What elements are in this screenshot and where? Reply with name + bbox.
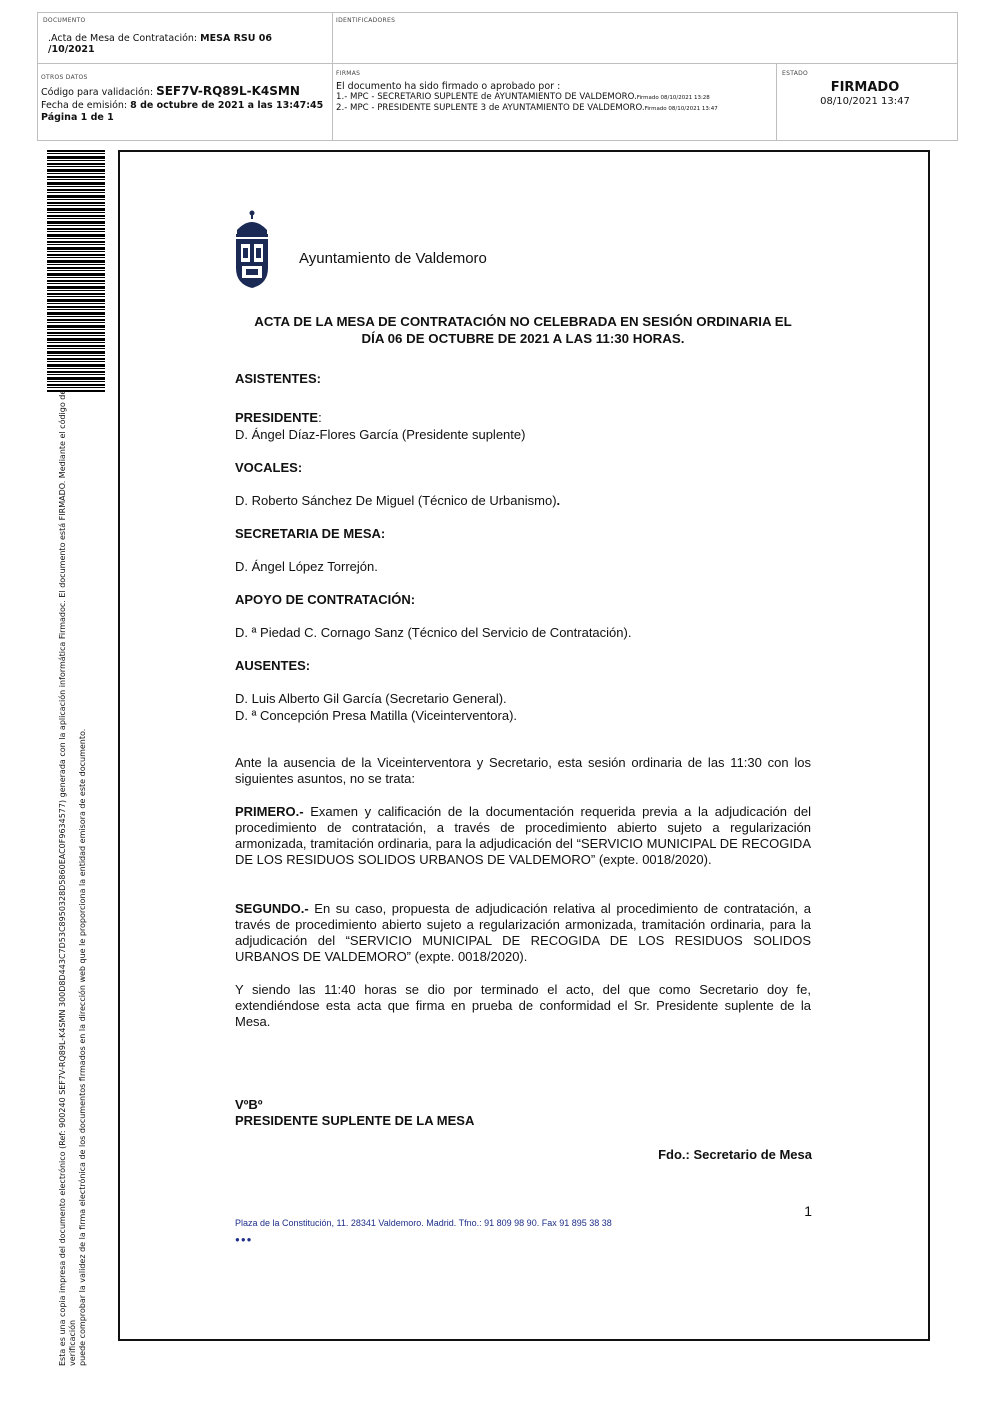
presidente-heading: PRESIDENTE <box>235 410 319 425</box>
vocales-period: . <box>556 493 561 508</box>
estado-label: ESTADO <box>782 70 809 77</box>
documento-label: DOCUMENTO <box>43 17 86 24</box>
side-text-line2: puede comprobar la validez de la firma electrónica de los documentos firmados en la dirección web que le proporciona la entidad emisora de este documento. <box>78 728 87 1366</box>
secretaria-heading: SECRETARIA DE MESA: <box>235 526 386 541</box>
secretaria-name: D. Ángel López Torrejón. <box>235 559 378 574</box>
vocales-heading: VOCALES: <box>235 460 303 475</box>
segundo-text: En su caso, propuesta de adjudicación relativa al procedimiento de contratación, a través de procedimiento abierto sujeto a regularización armonizada, tramitación ordinaria, para la adjudicación del “SERVICIO MUNICIPAL DE RECOGIDA DE LOS RESIDUOS SOLIDOS URBANOS DE VALDEMORO” (expte. 0018/2020). <box>235 901 811 964</box>
otros-datos-label: OTROS DATOS <box>41 74 88 81</box>
pagina: Página 1 de 1 <box>41 112 114 123</box>
documento-text-prefix: .Acta de Mesa de Contratación: <box>48 33 201 44</box>
firma-2-text: 2.- MPC - PRESIDENTE SUPLENTE 3 de AYUNTAMIENTO DE VALDEMORO. <box>336 103 645 113</box>
apoyo-heading: APOYO DE CONTRATACIÓN: <box>235 592 416 607</box>
asistentes-heading: ASISTENTES: <box>235 371 321 386</box>
identificadores-box <box>332 12 958 64</box>
documento-box <box>37 12 333 64</box>
side-text-line1: Esta es una copia impresa del documento electrónico (Ref: 900240 SEF7V-RQ89L-K4SMN 300D8D443C7D53C8950328D5860EAC0F9634577) generada con la aplicación informática Firmadoc. El documento está FIRMADO. Mediante el código de verificación <box>58 389 77 1366</box>
firma-1-date: Firmado 08/10/2021 13:28 <box>636 95 710 101</box>
firma-2 <box>336 103 718 115</box>
page-number: 1 <box>804 1203 812 1219</box>
logo-text: Ayuntamiento de Valdemoro <box>299 250 487 267</box>
codigo-value: SEF7V-RQ89L-K4SMN <box>156 84 300 98</box>
firmas-intro: El documento ha sido firmado o aprobado por : <box>336 81 561 92</box>
primero-paragraph <box>235 804 811 868</box>
documento-text-line2: /10/2021 <box>48 44 95 55</box>
footer-dots: ●●● <box>235 1235 253 1244</box>
presidente-line <box>235 410 322 425</box>
estado-date: 08/10/2021 13:47 <box>820 96 910 107</box>
vocales-name: D. Roberto Sánchez De Miguel (Técnico de Urbanismo) <box>235 493 557 508</box>
fecha-line <box>41 100 323 111</box>
estado-value: FIRMADO <box>830 80 900 95</box>
intro-paragraph: Ante la ausencia de la Viceinterventora y Secretario, esta sesión ordinaria de las 11:30 con los siguientes asuntos, no se trata: <box>235 755 811 786</box>
firmas-label: FIRMAS <box>336 70 361 77</box>
side-verification-text <box>58 386 88 1366</box>
coat-of-arms-logo <box>233 210 271 290</box>
documento-text-bold: MESA RSU 06 <box>200 33 272 44</box>
vobo: VºBº <box>235 1097 263 1112</box>
barcode <box>47 150 105 392</box>
vocales-line <box>235 493 560 508</box>
firma-1-text: 1.- MPC - SECRETARIO SUPLENTE de AYUNTAMIENTO DE VALDEMORO. <box>336 92 637 102</box>
segundo-paragraph <box>235 901 811 965</box>
fecha-value: 8 de octubre de 2021 a las 13:47:45 <box>130 100 324 111</box>
footer-address: Plaza de la Constitución, 11. 28341 Valdemoro. Madrid. Tfno.: 91 809 98 90. Fax 91 895 38 38 <box>235 1218 612 1228</box>
presidente-colon: : <box>318 410 322 425</box>
presidente-name: D. Ángel Díaz-Flores García (Presidente suplente) <box>235 427 526 442</box>
identificadores-label: IDENTIFICADORES <box>336 17 396 24</box>
firmas-box <box>332 63 777 141</box>
codigo-label: Código para validación: <box>41 87 157 98</box>
fdo-secretario: Fdo.: Secretario de Mesa <box>658 1147 812 1162</box>
ausentes-heading: AUSENTES: <box>235 658 311 673</box>
presidente-suplente: PRESIDENTE SUPLENTE DE LA MESA <box>235 1113 475 1128</box>
firma-2-date: Firmado 08/10/2021 13:47 <box>644 106 718 112</box>
ausente-2: D. ª Concepción Presa Matilla (Viceinterventora). <box>235 708 518 723</box>
primero-text: Examen y calificación de la documentación requerida previa a la adjudicación del procedimiento de contratación, a través de procedimiento abierto sujeto a regularización armonizada, tramitación ordinaria, para la adjudicación del “SERVICIO MUNICIPAL DE RECOGIDA DE LOS RESIDUOS SOLIDOS URBANOS DE VALDEMORO” (expte. 0018/2020). <box>235 804 811 867</box>
codigo-line <box>41 86 300 98</box>
ausente-1: D. Luis Alberto Gil García (Secretario General). <box>235 691 507 706</box>
primero-label: PRIMERO.- <box>235 804 304 819</box>
segundo-label: SEGUNDO.- <box>235 901 309 916</box>
title-line-2: DÍA 06 DE OCTUBRE DE 2021 A LAS 11:30 HORAS. <box>361 331 685 346</box>
fecha-label: Fecha de emisión: <box>41 100 131 111</box>
documento-text <box>48 33 318 55</box>
closing-paragraph: Y siendo las 11:40 horas se dio por terminado el acto, del que como Secretario doy fe, extendiéndose esta acta que firma en prueba de conformidad el Sr. Presidente suplente de la Mesa. <box>235 982 811 1029</box>
title-line-1: ACTA DE LA MESA DE CONTRATACIÓN NO CELEBRADA EN SESIÓN ORDINARIA EL <box>254 314 792 329</box>
estado-box <box>776 63 958 141</box>
apoyo-name: D. ª Piedad C. Cornago Sanz (Técnico del Servicio de Contratación). <box>235 625 632 640</box>
otros-datos-box <box>37 63 333 141</box>
